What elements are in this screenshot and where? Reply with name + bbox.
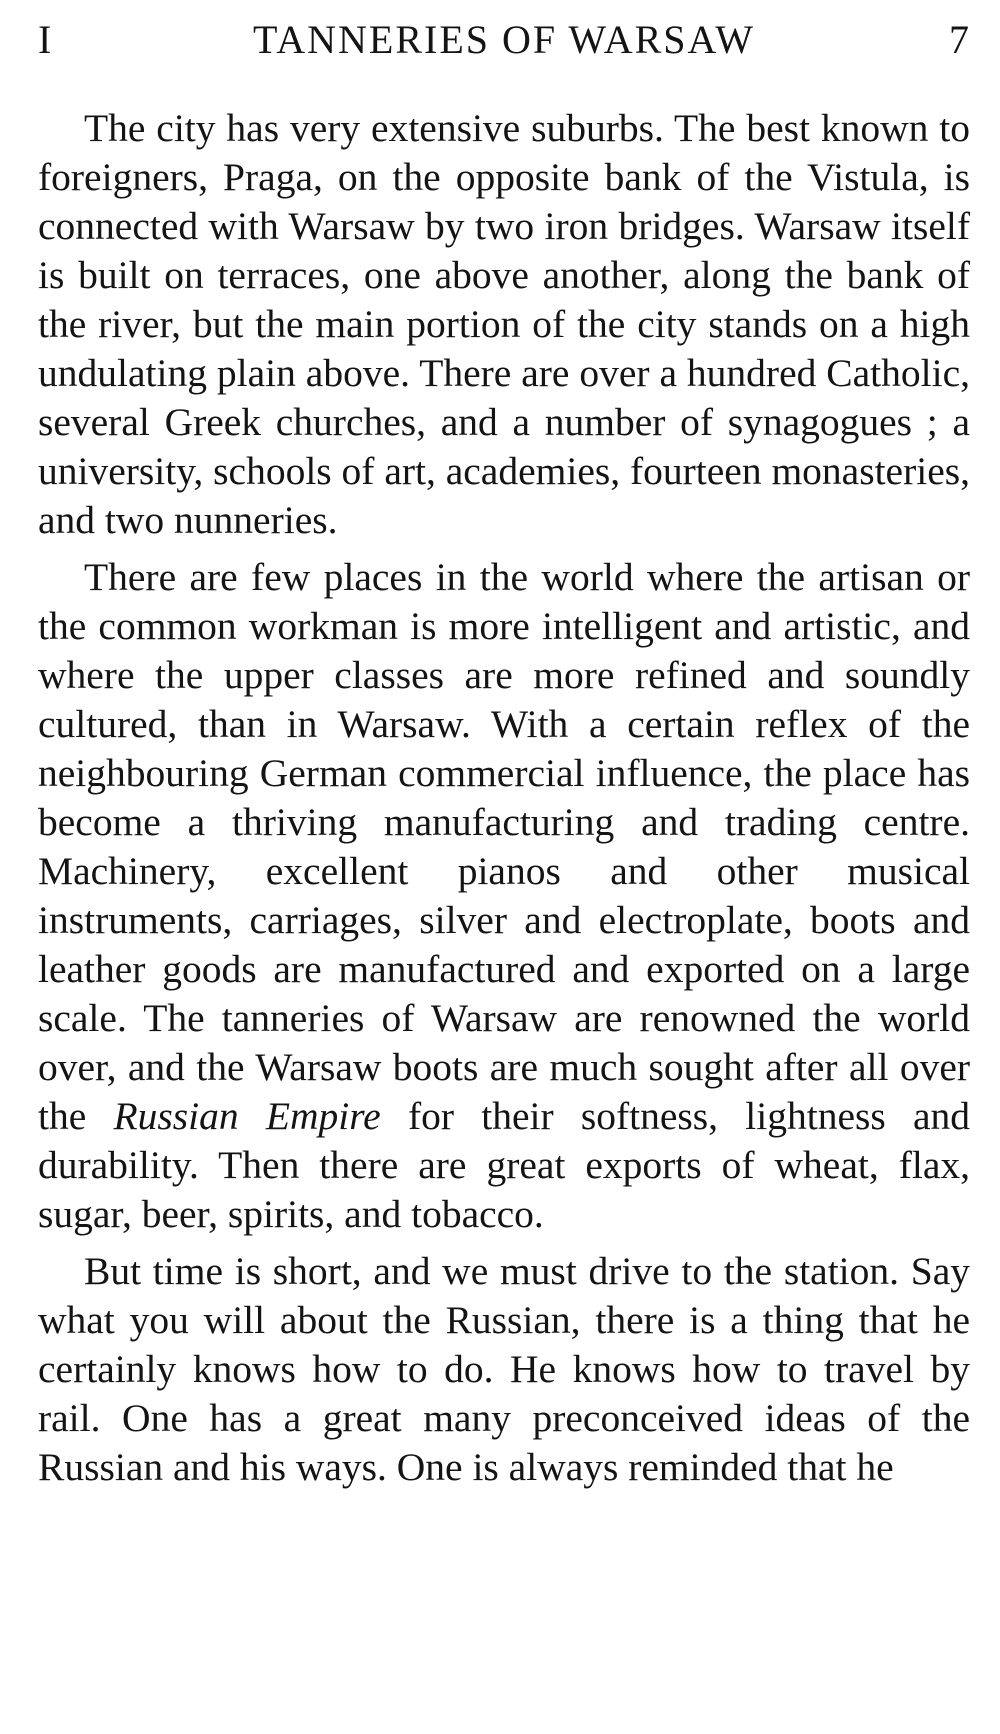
italic-phrase: Russian Empire (113, 1094, 381, 1138)
page-number: 7 (949, 17, 970, 62)
paragraph-text: The city has very extensive suburbs. The best known to foreigners, Praga, on the opposite bank of the Vistula, is connected with Warsaw by two iron bridges. Warsaw itself is built on terraces, one above another, along the bank of the river, but the main portion of the city stands on a high undulating plain above. There are over a hundred Catholic, several Greek churches, and a number of synagogues ; a university, schools of art, academies, fourteen monasteries, and two nunneries. (38, 106, 970, 542)
paragraph-suburbs (38, 104, 970, 545)
running-head (38, 14, 970, 66)
paragraph-text: There are few places in the world where the artisan or the common workman is more intelligent and artistic, and where the upper classes are more refined and soundly cultured, than in Warsaw. With a certain reflex of the neighbouring German commercial influence, the place has become a thriving manufacturing and trading centre. Machinery, excellent pianos and other musical instruments, carriages, silver and electroplate, boots and leather goods are manufactured and exported on a large scale. The tanneries of Warsaw are renowned the world over, and the Warsaw boots are much sought after all over the (38, 555, 970, 1138)
paragraph-text-continued: for their softness, lightness and durability. Then there are great exports of wheat, flax, sugar, beer, spirits, and tobacco. (38, 1094, 971, 1236)
paragraph-station (38, 1247, 970, 1492)
paragraph-industry (38, 553, 970, 1239)
signature-mark: I (38, 17, 53, 62)
running-title: TANNERIES OF WARSAW (253, 17, 755, 62)
paragraph-text: But time is short, and we must drive to the station. Say what you will about the Russian, there is a thing that he certainly knows how to do. He knows how to travel by rail. One has a great many preconceived ideas of the Russian and his ways. One is always reminded that he (38, 1249, 970, 1489)
book-page (38, 14, 970, 1492)
body-text (38, 104, 970, 1492)
